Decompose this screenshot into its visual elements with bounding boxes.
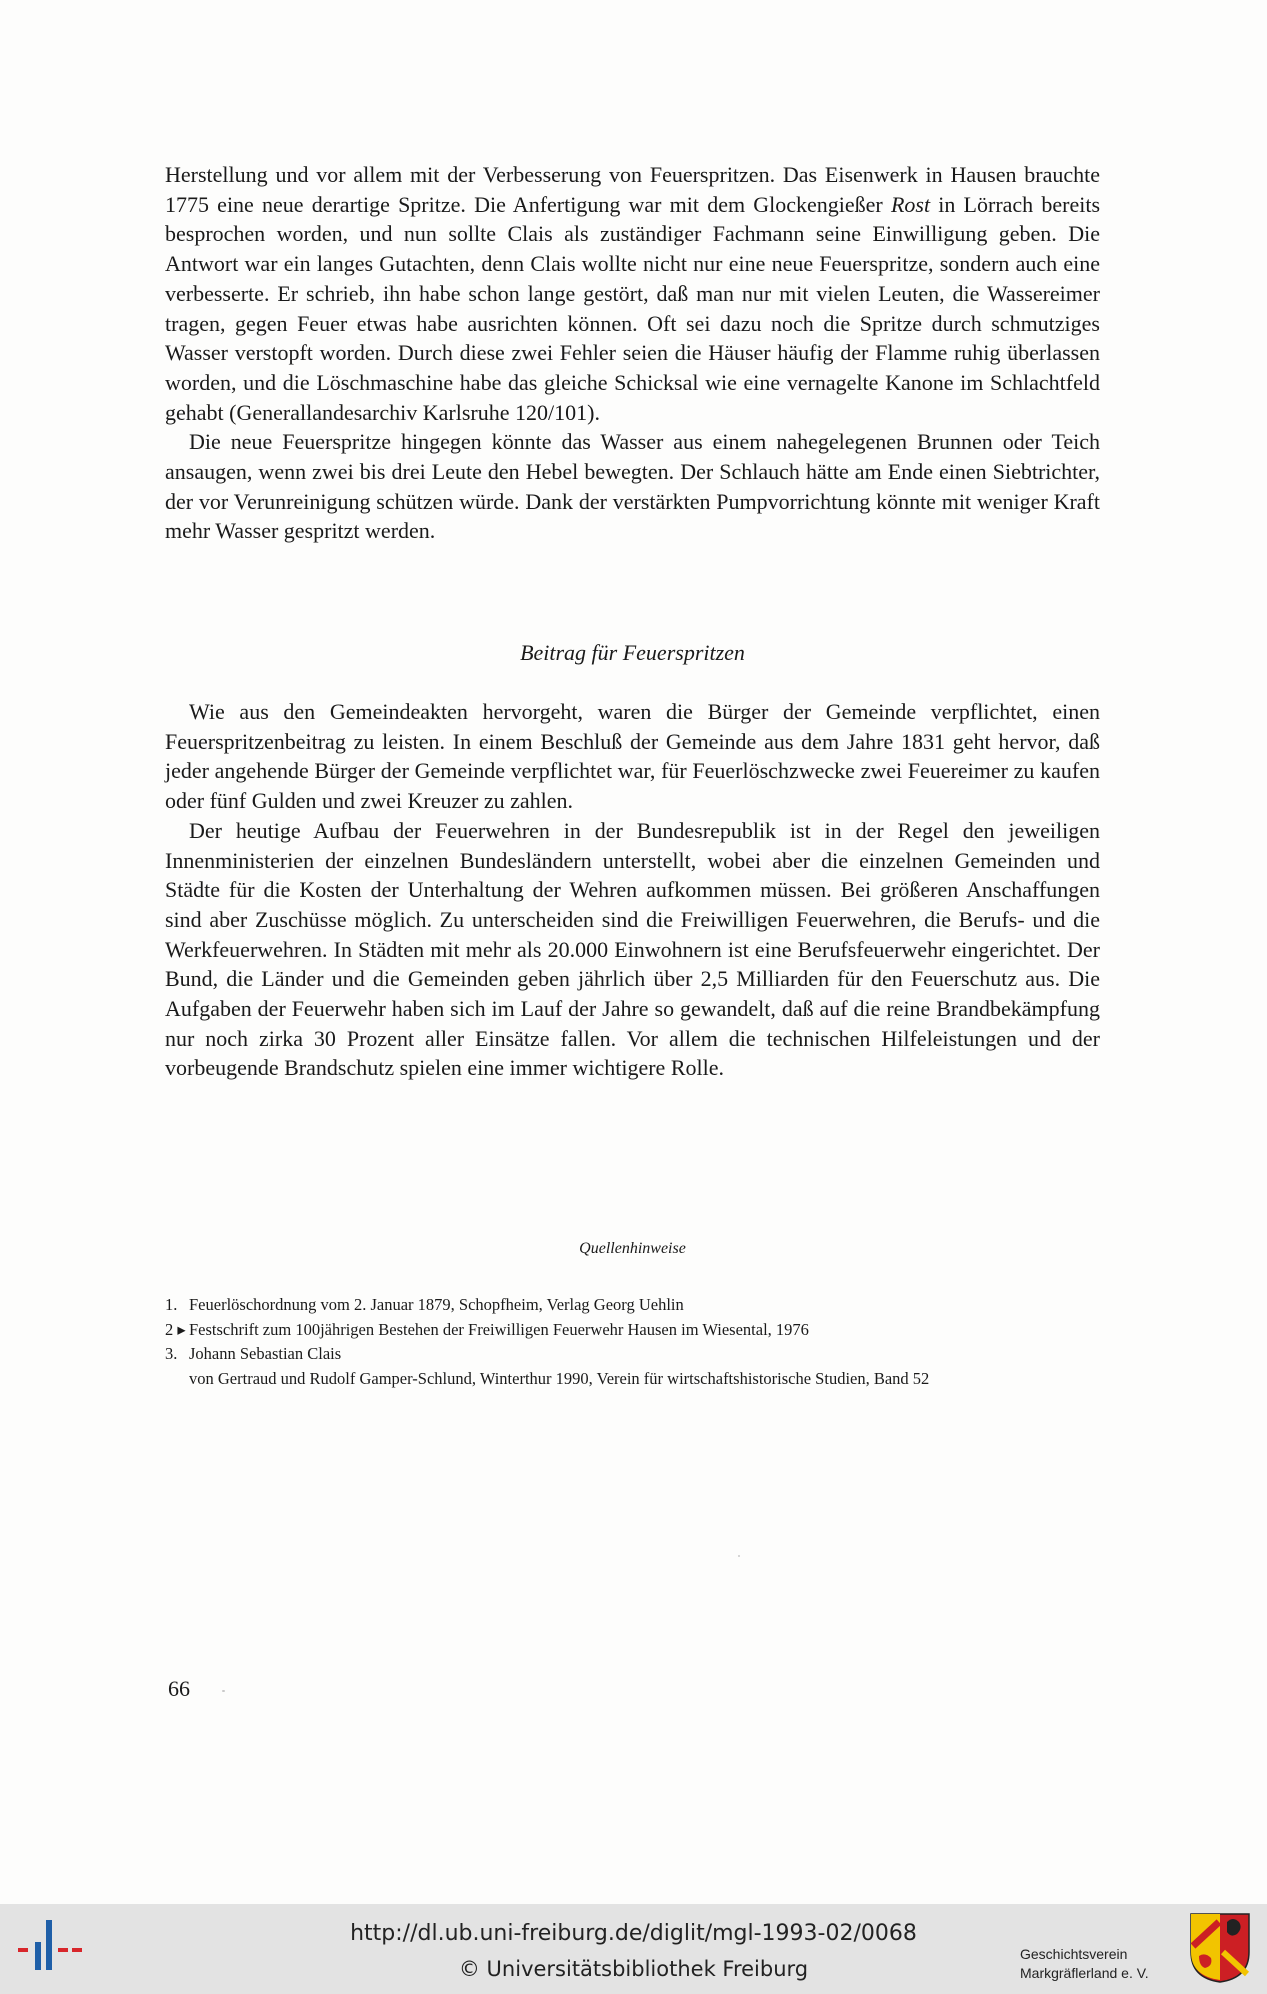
page-number: 66 xyxy=(168,1676,190,1701)
society-name: Geschichtsverein Markgräflerland e. V. xyxy=(1020,1946,1149,1981)
sources-heading: Quellenhinweise xyxy=(579,1240,686,1257)
coat-of-arms-icon xyxy=(1189,1912,1251,1984)
footer-url-link[interactable]: http://dl.ub.uni-freiburg.de/diglit/mgl-1993-02/0068 xyxy=(350,1921,917,1946)
source-item-continuation: von Gertraud und Rudolf Gamper-Schlund, Winterthur 1990, Verein für wirtschaftshistorische Studien, Band 52 xyxy=(189,1368,930,1388)
source-item: 1. Feuerlöschordnung vom 2. Januar 1879, Schopfheim, Verlag Georg Uehlin xyxy=(165,1295,684,1314)
footer-copyright: © Universitätsbibliothek Freiburg xyxy=(458,1957,809,1981)
sources-list xyxy=(165,1293,1105,1391)
paragraph-1: Herstellung und vor allem mit der Verbesserung von Feuerspritzen. Das Eisenwerk in Hausen brauchte 1775 eine neue derartige Spritze. Die Anfertigung war mit dem Glockengießer Rost in Lörrach bereits besprochen worden, und nun sollte Clais als zuständiger Fachmann seine Einwilligung geben. Die Antwort war ein langes Gutachten, denn Clais wollte nicht nur eine neue Feuerspritze, sondern auch eine verbesserte. Er schrieb, ihn habe schon lange gestört, daß man nur mit vielen Leuten, die Wassereimer tragen, gegen Feuer etwas habe ausrichten können. Oft sei dazu noch die Spritze durch schmutziges Wasser verstopft worden. Durch diese zwei Fehler seien die Häuser häufig der Flamme ruhig überlassen worden, und die Löschmaschine habe das gleiche Schicksal wie eine vernagelte Kanone im Schlachtfeld gehabt (Generallandesarchiv Karlsruhe 120/101). xyxy=(165,162,1101,425)
scan-speck xyxy=(738,1555,740,1557)
paragraph-2: Die neue Feuerspritze hingegen könnte das Wasser aus einem nahegelegenen Brunnen oder Teich ansaugen, wenn zwei bis drei Leute den Hebel bewegten. Der Schlauch hätte am Ende einen Siebtrichter, der vor Verunreinigung schützen würde. Dank der verstärkten Pumpvorrichtung könnte mit weniger Kraft mehr Wasser gespritzt werden. xyxy=(165,429,1100,544)
paragraph-4: Der heutige Aufbau der Feuerwehren in der Bundesrepublik ist in der Regel den jeweiligen Innenministerien der einzelnen Bundesländern unterstellt, wobei aber die einzelnen Gemeinden und Städte für die Kosten der Unterhaltung der Wehren aufkommen müssen. Bei größeren Anschaffungen sind aber Zuschüsse möglich. Zu unterscheiden sind die Freiwilligen Feuerwehren, die Berufs- und die Werkfeuerwehren. In Städten mit mehr als 20.000 Einwohnern ist eine Berufsfeuerwehr eingerichtet. Der Bund, die Länder und die Gemeinden geben jährlich über 2,5 Milliarden für den Feuerschutz aus. Die Aufgaben der Feuerwehr haben sich im Lauf der Jahre so gewandelt, daß auf die reine Brandbekämpfung nur noch zirka 30 Prozent aller Einsätze fallen. Vor allem die technischen Hilfeleistungen und der vorbeugende Brandschutz spielen eine immer wichtigere Rolle. xyxy=(165,817,1100,1081)
section-heading: Beitrag für Feuerspritzen xyxy=(520,640,745,665)
scan-speck xyxy=(222,1690,225,1692)
body-text-bottom xyxy=(165,697,1100,1083)
paragraph-3: Wie aus den Gemeindeakten hervorgeht, waren die Bürger der Gemeinde verpflichtet, einen Feuerspritzenbeitrag zu leisten. In einem Beschluß der Gemeinde aus dem Jahre 1831 geht hervor, daß jeder angehende Bürger der Gemeinde verpflichtet war, für Feuerlöschzwecke zwei Feuereimer zu kaufen oder fünf Gulden und zwei Kreuzer zu zahlen. xyxy=(165,699,1100,814)
source-item: 2 ▸ Festschrift zum 100jährigen Bestehen der Freiwilligen Feuerwehr Hausen im Wiesental, 1976 xyxy=(165,1319,809,1339)
italic-name: Rost xyxy=(890,191,931,217)
body-text-top xyxy=(165,160,1100,546)
source-item: 3. Johann Sebastian Clais xyxy=(165,1344,342,1363)
